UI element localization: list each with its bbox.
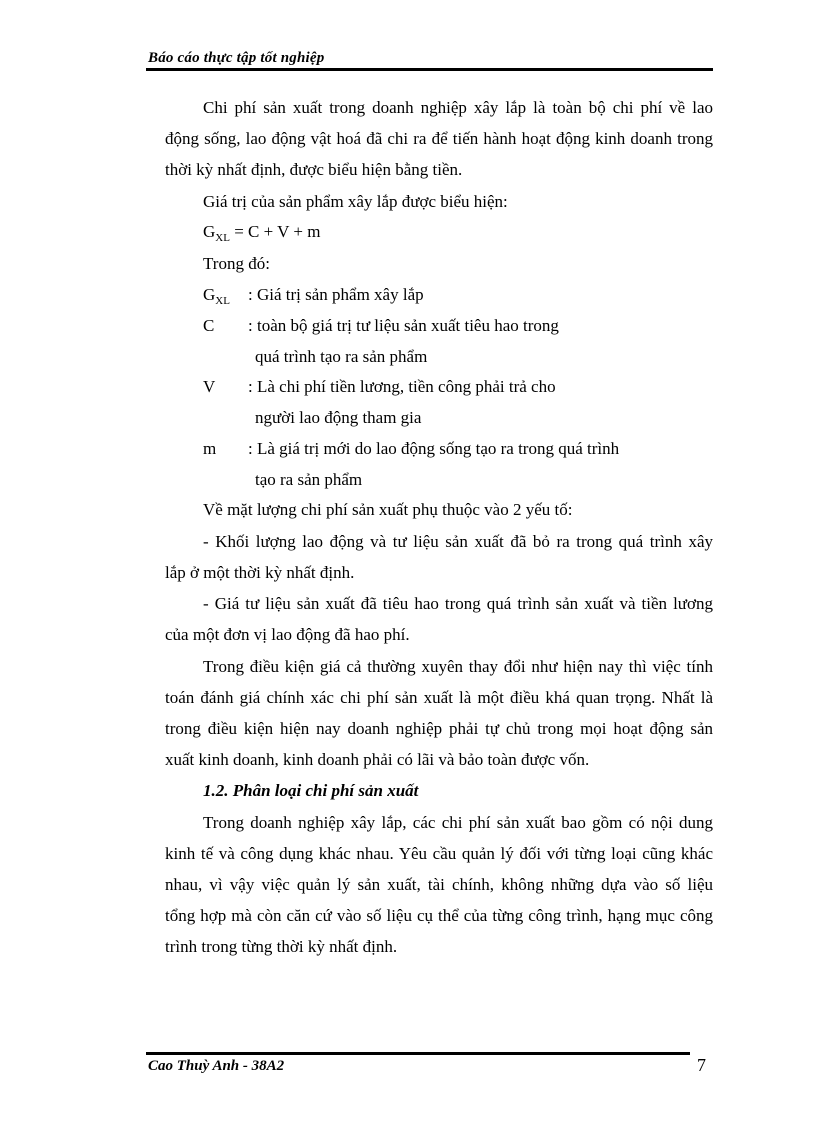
- paragraph-line: xuất kinh doanh, kinh doanh phải có lãi và bảo toàn được vốn.: [165, 750, 590, 769]
- paragraph-line: - Giá tư liệu sản xuất đã tiêu hao trong quá trình sản xuất và tiền lương: [203, 594, 713, 613]
- definition-text: : Là giá trị mới do lao động sống tạo ra trong quá trình: [248, 439, 620, 458]
- paragraph-line: toán đánh giá chính xác chi phí sản xuất là một điều khá quan trọng. Nhất là: [165, 688, 713, 707]
- paragraph-line: động sống, lao động vật hoá đã chi ra để tiến hành hoạt động kinh doanh trong: [165, 129, 713, 148]
- paragraph-line: Về mặt lượng chi phí sản xuất phụ thuộc vào 2 yếu tố:: [203, 500, 573, 519]
- definition-text: người lao động tham gia: [255, 408, 422, 427]
- paragraph-line: Trong đó:: [203, 254, 270, 273]
- section-heading: 1.2. Phân loại chi phí sản xuất: [203, 781, 419, 800]
- paragraph-line: tổng hợp mà còn căn cứ vào số liệu cụ thể của từng công trình, hạng mục công: [165, 906, 713, 925]
- definition-symbol: m: [203, 439, 217, 458]
- definition-text: tạo ra sản phẩm: [255, 470, 363, 489]
- header-title: Báo cáo thực tập tốt nghiệp: [148, 50, 325, 66]
- formula-subscript: XL: [215, 232, 230, 244]
- formula-symbol: G: [203, 222, 216, 241]
- footer-author: Cao Thuỳ Anh - 38A2: [148, 1058, 285, 1074]
- paragraph-line: nhau, vì vậy việc quản lý sản xuất, tài chính, không những dựa vào số liệu: [165, 875, 713, 894]
- definition-symbol: $G_{XL}$: [203, 285, 230, 307]
- definition-symbol: V: [203, 377, 216, 396]
- paragraph-line: thời kỳ nhất định, được biểu hiện bằng tiền.: [165, 160, 463, 179]
- paragraph-line: Trong doanh nghiệp xây lắp, các chi phí sản xuất bao gồm có nội dung: [203, 813, 713, 832]
- definition-text: quá trình tạo ra sản phẩm: [255, 347, 428, 366]
- definition-text: : toàn bộ giá trị tư liệu sản xuất tiêu hao trong: [248, 316, 559, 335]
- definition-symbol: C: [203, 316, 215, 335]
- paragraph-line: của một đơn vị lao động đã hao phí.: [165, 625, 410, 644]
- paragraph-line: trình trong từng thời kỳ nhất định.: [165, 937, 398, 956]
- paragraph-line: lắp ở một thời kỳ nhất định.: [165, 563, 355, 582]
- paragraph-line: trong điều kiện hiện nay doanh nghiệp phải tự chủ trong mọi hoạt động sản: [165, 719, 713, 738]
- page-number: 7: [697, 1055, 706, 1075]
- header-rule: [146, 68, 713, 71]
- paragraph-line: Chi phí sản xuất trong doanh nghiệp xây lắp là toàn bộ chi phí về lao: [203, 98, 713, 117]
- formula: [203, 222, 320, 244]
- paragraph-line: Trong điều kiện giá cả thường xuyên thay đổi như hiện nay thì việc tính: [203, 657, 713, 676]
- definition-text: : Giá trị sản phẩm xây lắp: [248, 285, 424, 304]
- formula-rhs: = C + V + m: [234, 222, 321, 241]
- paragraph-line: - Khối lượng lao động và tư liệu sản xuất đã bỏ ra trong quá trình xây: [203, 532, 713, 551]
- definition-text: : Là chi phí tiền lương, tiền công phải trả cho: [248, 377, 556, 396]
- paragraph-line: kinh tế và công dụng khác nhau. Yêu cầu quản lý đối với từng loại cũng khác: [165, 844, 713, 863]
- paragraph-line: Giá trị của sản phẩm xây lắp được biểu hiện:: [203, 192, 508, 211]
- footer-rule: [146, 1052, 690, 1055]
